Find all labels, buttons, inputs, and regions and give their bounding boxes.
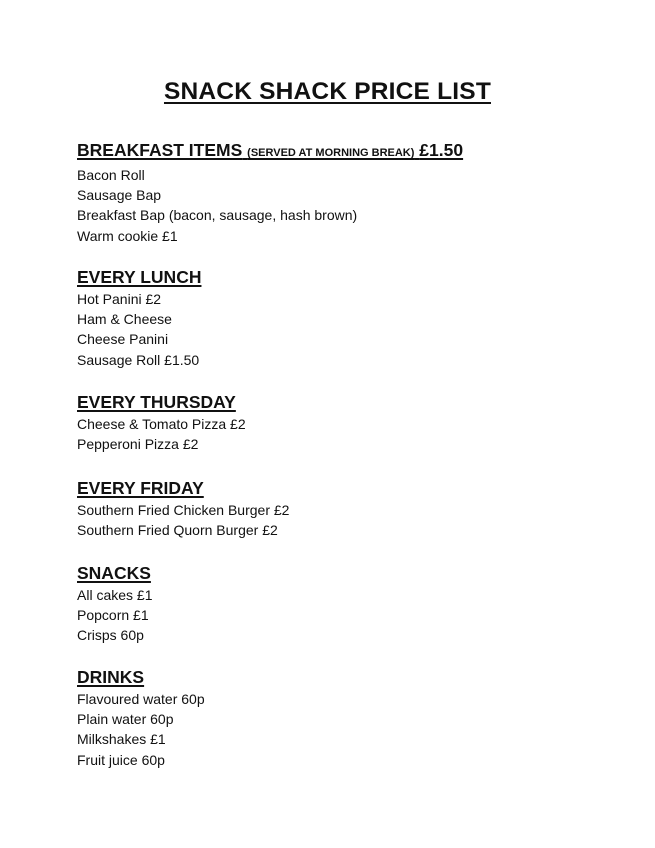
section-heading: SNACKS <box>77 563 151 583</box>
section-every-lunch <box>77 266 637 370</box>
list-item: All cakes £1 <box>77 587 153 603</box>
list-item: Plain water 60p <box>77 711 174 728</box>
section-heading-price: £1.50 <box>419 140 464 160</box>
item-list <box>77 500 637 540</box>
section-heading <box>77 139 637 164</box>
item-list <box>77 289 637 370</box>
list-item: Flavoured water 60p <box>77 691 205 707</box>
section-heading: DRINKS <box>77 667 145 687</box>
section-drinks <box>77 666 637 770</box>
section-heading: EVERY LUNCH <box>77 267 202 287</box>
list-item: Breakfast Bap (bacon, sausage, hash brown) <box>77 207 358 224</box>
page-title: SNACK SHACK PRICE LIST <box>163 78 491 105</box>
list-item: Warm cookie £1 <box>77 227 178 244</box>
list-item: Southern Fried Quorn Burger £2 <box>77 522 278 539</box>
list-item: Ham & Cheese <box>77 311 172 328</box>
list-item: Milkshakes £1 <box>77 731 166 748</box>
section-heading: EVERY FRIDAY <box>77 478 204 498</box>
section-snacks <box>77 562 637 646</box>
section-heading: EVERY THURSDAY <box>77 392 236 412</box>
list-item: Cheese & Tomato Pizza £2 <box>77 416 246 432</box>
item-list <box>77 165 637 246</box>
list-item: Fruit juice 60p <box>77 751 165 768</box>
section-every-friday <box>77 477 637 540</box>
section-breakfast <box>77 139 637 246</box>
item-list <box>77 414 637 454</box>
item-list <box>77 585 637 646</box>
section-heading-note: (SERVED AT MORNING BREAK) <box>247 147 415 159</box>
list-item: Crisps 60p <box>77 627 144 644</box>
list-item: Cheese Panini <box>77 331 169 348</box>
list-item: Popcorn £1 <box>77 607 149 624</box>
section-heading-text: BREAKFAST ITEMS <box>77 140 243 160</box>
list-item: Sausage Roll £1.50 <box>77 351 200 368</box>
list-item: Southern Fried Chicken Burger £2 <box>77 502 290 518</box>
list-item: Pepperoni Pizza £2 <box>77 436 199 453</box>
section-every-thursday <box>77 391 637 454</box>
list-item: Hot Panini £2 <box>77 291 162 307</box>
list-item: Bacon Roll <box>77 167 145 183</box>
list-item: Sausage Bap <box>77 187 162 204</box>
item-list <box>77 689 637 770</box>
